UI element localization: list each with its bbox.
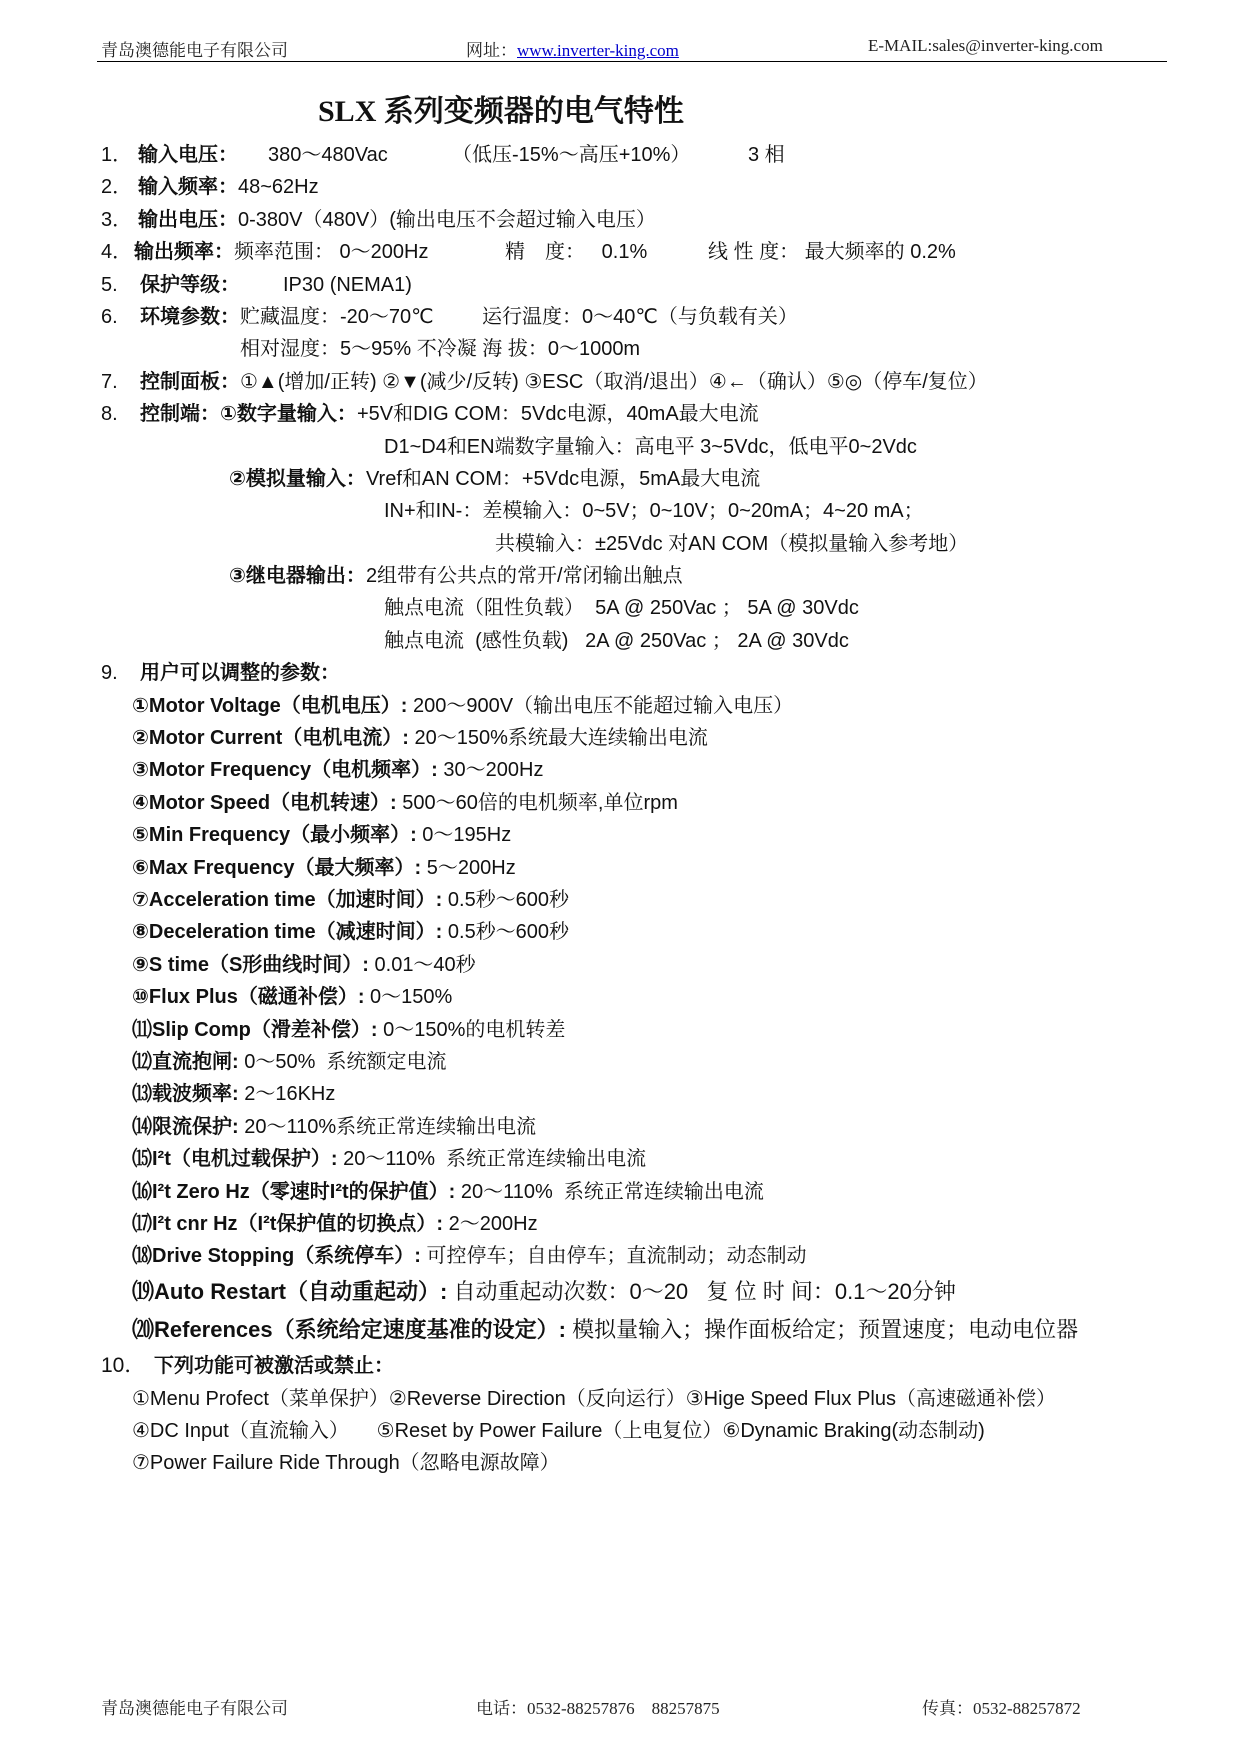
parameter-name: ⒃I²t Zero Hz（零速时I²t的保护值）: <box>132 1180 456 1203</box>
parameter-name: ⑩Flux Plus（磁通补偿）: <box>132 986 365 1009</box>
website-link[interactable]: www.inverter-king.com <box>517 41 679 60</box>
parameter-item <box>0 949 1241 981</box>
spec-label: 用户可以调整的参数： <box>140 662 340 685</box>
parameter-name: ③Motor Frequency（电机频率）: <box>132 759 438 782</box>
parameter-name: ⒂I²t（电机过载保护）: <box>132 1148 338 1171</box>
spec-value: IP30 (NEMA1) <box>283 273 412 296</box>
spec-value: 触点电流（阻性负载） 5A @ 250Vac ； 5A @ 30Vdc <box>384 597 859 620</box>
parameter-name: ⑨S time（S形曲线时间）: <box>132 953 369 976</box>
parameter-item <box>0 884 1241 916</box>
header-email: E-MAIL:sales@inverter-king.com <box>868 36 1103 55</box>
spec-value: +5V和DIG COM：5Vdc电源，40mA最大电流 <box>356 403 759 426</box>
spec-value: 相对湿度：5～95% 不冷凝 海 拔：0～1000m <box>240 338 641 361</box>
spec-label: 控制端： <box>140 403 220 426</box>
function-line: ①Menu Profect（菜单保护）②Reverse Direction（反向运行）③Hige Speed Flux Plus（高速磁通补偿） <box>132 1387 1057 1410</box>
spec-label: ③继电器输出： <box>229 565 366 588</box>
spec-label: 环境参数： <box>140 305 240 328</box>
parameter-name: ①Motor Voltage（电机电压）: <box>132 694 408 717</box>
spec-value: 线 性 度： 最大频率的 0.2% <box>708 241 956 264</box>
parameter-name: ⒁限流保护: <box>132 1115 239 1138</box>
parameter-item <box>0 1111 1241 1143</box>
header-website <box>466 36 679 61</box>
spec-label: 下列功能可被激活或禁止： <box>154 1354 394 1377</box>
parameter-item <box>0 1143 1241 1175</box>
parameter-value: 0～50% 系统额定电流 <box>238 1050 447 1073</box>
spec-value: 触点电流 (感性负载) 2A @ 250Vac ； 2A @ 30Vdc <box>384 629 849 652</box>
parameter-value: 0～150% <box>364 986 453 1009</box>
spec-label: 输出频率： <box>134 241 234 264</box>
header-rule <box>97 61 1167 62</box>
parameter-item <box>0 754 1241 786</box>
spec-label: 保护等级： <box>140 273 240 296</box>
parameter-value: 30～200Hz <box>437 759 544 782</box>
parameter-name: ⒇References（系统给定速度基准的设定）: <box>132 1316 566 1342</box>
parameter-name: ⒀载波频率: <box>132 1083 239 1106</box>
parameter-item <box>0 1208 1241 1240</box>
footer-phone: 电话：0532-88257876 88257875 <box>476 1699 720 1718</box>
parameter-value: 20～110% 系统正常连续输出电流 <box>337 1148 647 1171</box>
parameter-value: 2～200Hz <box>443 1212 538 1235</box>
parameter-value: 2～16KHz <box>238 1083 336 1106</box>
spec-value: 2组带有公共点的常开/常闭输出触点 <box>365 565 683 588</box>
parameter-name: ⒄I²t cnr Hz（I²t保护值的切换点）: <box>132 1212 444 1235</box>
parameter-value: 20～150%系统最大连续输出电流 <box>408 727 708 750</box>
footer-company: 青岛澳德能电子有限公司 <box>101 1699 288 1718</box>
parameter-value: 20～110% 系统正常连续输出电流 <box>455 1180 764 1203</box>
parameter-value: 0.5秒～600秒 <box>442 921 570 944</box>
website-label: 网址： <box>466 41 517 60</box>
parameter-item <box>0 1014 1241 1046</box>
parameter-value: 200～900V（输出电压不能超过输入电压） <box>407 694 794 717</box>
item-number: 4． <box>101 241 133 264</box>
spec-value: 共模输入：±25Vdc 对AN COM（模拟量输入参考地） <box>495 532 969 555</box>
item-number: 2． <box>101 176 133 199</box>
parameter-item <box>0 852 1241 884</box>
spec-value: 精 度： 0.1% <box>505 241 648 264</box>
parameter-item <box>0 690 1241 722</box>
spec-value: ①▲(增加/正转) ②▼(减少/反转) ③ESC（取消/退出）④←（确认）⑤◎（停车/复位） <box>240 370 988 393</box>
parameter-name: ②Motor Current（电机电流）: <box>132 727 409 750</box>
spec-value: 贮藏温度：-20～70℃ <box>240 305 434 328</box>
spec-value: 380～480Vac <box>268 144 388 166</box>
parameter-name: ⒅Drive Stopping（系统停车）: <box>132 1245 421 1268</box>
spec-label: 输出电压： <box>138 208 238 231</box>
item-number: 6. <box>101 305 118 328</box>
parameter-name: ⑦Acceleration time（加速时间）: <box>132 888 443 911</box>
footer-fax: 传真：0532-88257872 <box>922 1699 1081 1718</box>
parameter-value: 500～60倍的电机频率,单位rpm <box>396 791 678 814</box>
spec-value: D1~D4和EN端数字量输入：高电平 3~5Vdc，低电平0~2Vdc <box>384 435 917 458</box>
parameter-item <box>0 916 1241 948</box>
parameter-value: 5～200Hz <box>421 856 516 879</box>
item-number: 8. <box>101 403 118 426</box>
parameter-value: 可控停车；自由停车；直流制动；动态制动 <box>420 1245 807 1268</box>
parameter-value: 自动重起动次数：0～20 复 位 时 间：0.1～20分钟 <box>447 1278 956 1304</box>
item-number: 5. <box>101 273 118 296</box>
parameter-name: ⑧Deceleration time（减速时间）: <box>132 921 443 944</box>
parameter-item <box>0 1046 1241 1078</box>
function-line: ⑦Power Failure Ride Through（忽略电源故障） <box>132 1452 560 1475</box>
parameter-list <box>0 690 1241 1349</box>
parameter-value: 模拟量输入；操作面板给定；预置速度；电动电位器 <box>565 1316 1079 1342</box>
spec-label: 控制面板： <box>140 370 240 393</box>
parameter-name: ⑾Slip Comp（滑差补偿）: <box>132 1018 378 1041</box>
spec-label: 输入频率： <box>138 176 238 199</box>
item-number: 7. <box>101 370 118 393</box>
parameter-value: 0.01～40秒 <box>368 953 476 976</box>
parameter-item <box>0 1078 1241 1110</box>
item-number: 3． <box>101 208 133 231</box>
header-company: 青岛澳德能电子有限公司 <box>101 41 288 60</box>
parameter-name: ⑤Min Frequency（最小频率）: <box>132 824 417 847</box>
spec-value: （低压-15%～高压+10%） <box>452 144 691 166</box>
parameter-value: 20～110%系统正常连续输出电流 <box>238 1115 537 1138</box>
parameter-item <box>0 819 1241 851</box>
parameter-item <box>0 1176 1241 1208</box>
item-number: 1． <box>101 144 133 166</box>
spec-value: 3 相 <box>748 144 785 166</box>
parameter-value: 0～195Hz <box>416 824 512 847</box>
item-number: 9. <box>101 662 118 685</box>
spec-label: 输入电压： <box>138 144 238 166</box>
spec-value: 运行温度：0～40℃（与负载有关） <box>482 305 798 328</box>
parameter-name: ④Motor Speed（电机转速）: <box>132 791 397 814</box>
parameter-item <box>0 1240 1241 1272</box>
parameter-name: ⒆Auto Restart（自动重起动）: <box>132 1278 448 1304</box>
spec-value: 48~62Hz <box>238 176 319 199</box>
spec-label: ①数字量输入： <box>220 403 357 426</box>
item-number: 10． <box>101 1353 146 1377</box>
parameter-item <box>0 1311 1241 1349</box>
spec-value: 0-380V（480V）(输出电压不会超过输入电压） <box>238 208 656 231</box>
page-title: SLX 系列变频器的电气特性 <box>318 95 684 128</box>
spec-value: 频率范围： 0～200Hz <box>234 241 429 264</box>
parameter-name: ⑥Max Frequency（最大频率）: <box>132 856 422 879</box>
parameter-item <box>0 722 1241 754</box>
spec-value: IN+和IN-：差模输入：0~5V；0~10V；0~20mA；4~20 mA； <box>384 500 924 523</box>
parameter-item <box>0 981 1241 1013</box>
parameter-value: 0～150%的电机转差 <box>377 1018 566 1041</box>
parameter-name: ⑿直流抱闸: <box>132 1050 239 1073</box>
spec-list <box>0 139 1241 1480</box>
function-line: ④DC Input（直流输入） ⑤Reset by Power Failure（上电复位）⑥Dynamic Braking(动态制动) <box>132 1420 985 1443</box>
parameter-value: 0.5秒～600秒 <box>442 888 570 911</box>
parameter-item <box>0 1273 1241 1311</box>
spec-label: ②模拟量输入： <box>229 467 366 490</box>
spec-value: Vref和AN COM：+5Vdc电源，5mA最大电流 <box>365 467 761 490</box>
parameter-item <box>0 787 1241 819</box>
